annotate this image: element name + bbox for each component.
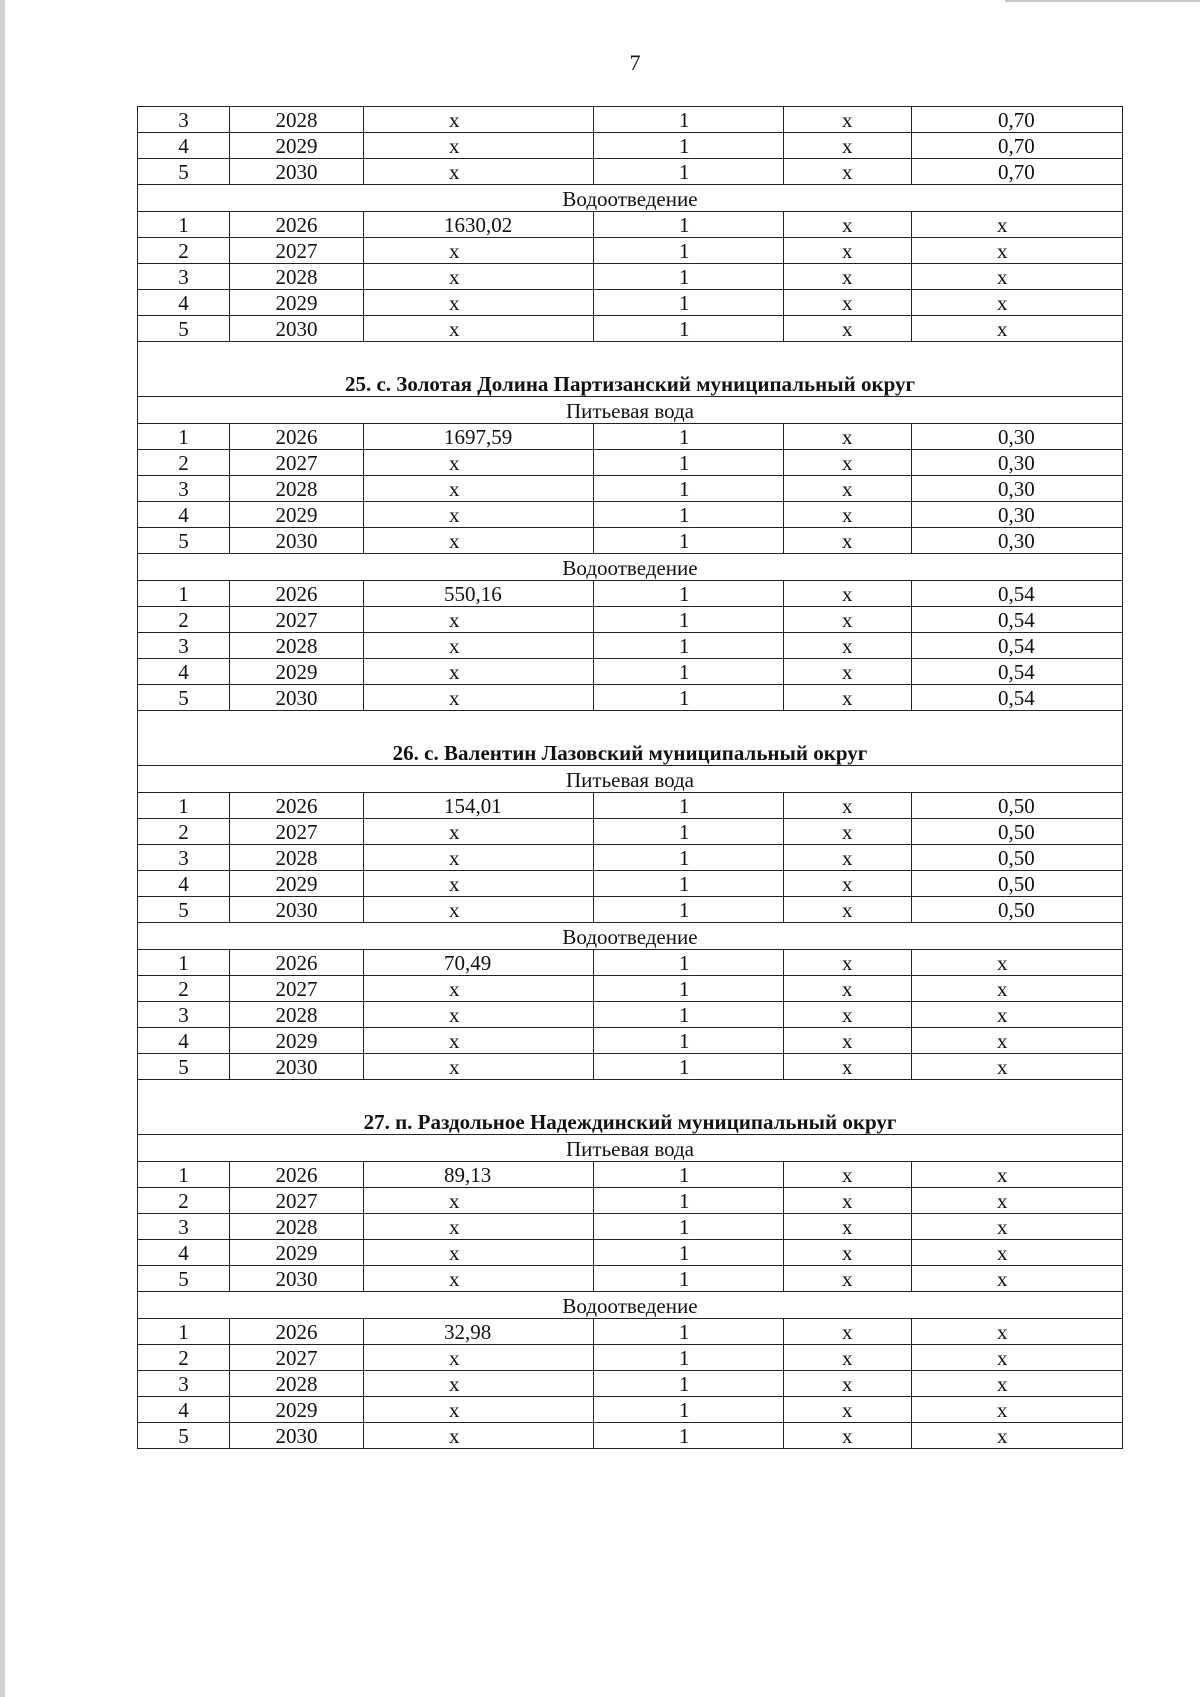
year-cell: 2026 bbox=[230, 793, 364, 819]
row-number-cell: 1 bbox=[138, 212, 230, 238]
x-cell: x bbox=[784, 1054, 912, 1080]
x-cell: x bbox=[784, 1162, 912, 1188]
index-cell: 1 bbox=[594, 1345, 784, 1371]
coefficient-cell: 0,54 bbox=[912, 633, 1123, 659]
table-row bbox=[138, 133, 1123, 159]
table-row bbox=[138, 1002, 1123, 1028]
index-cell: 1 bbox=[594, 793, 784, 819]
table-row bbox=[138, 845, 1123, 871]
row-number-cell: 5 bbox=[138, 528, 230, 554]
coefficient-cell: 0,50 bbox=[912, 845, 1123, 871]
index-cell: 1 bbox=[594, 476, 784, 502]
row-number-cell: 3 bbox=[138, 264, 230, 290]
coefficient-cell: 0,54 bbox=[912, 581, 1123, 607]
x-cell: x bbox=[784, 1319, 912, 1345]
x-cell: x bbox=[784, 1240, 912, 1266]
base-value-cell: x bbox=[364, 502, 594, 528]
x-cell: x bbox=[784, 159, 912, 185]
row-number-cell: 2 bbox=[138, 819, 230, 845]
row-number-cell: 3 bbox=[138, 476, 230, 502]
section-header-row bbox=[138, 766, 1123, 793]
index-cell: 1 bbox=[594, 1266, 784, 1292]
table-row bbox=[138, 1214, 1123, 1240]
table-row bbox=[138, 581, 1123, 607]
x-cell: x bbox=[784, 950, 912, 976]
row-number-cell: 1 bbox=[138, 1319, 230, 1345]
index-cell: 1 bbox=[594, 264, 784, 290]
table-row bbox=[138, 685, 1123, 711]
year-cell: 2028 bbox=[230, 1002, 364, 1028]
index-cell: 1 bbox=[594, 1002, 784, 1028]
year-cell: 2027 bbox=[230, 976, 364, 1002]
index-cell: 1 bbox=[594, 1188, 784, 1214]
base-value-cell: x bbox=[364, 316, 594, 342]
row-number-cell: 2 bbox=[138, 450, 230, 476]
index-cell: 1 bbox=[594, 845, 784, 871]
index-cell: 1 bbox=[594, 1214, 784, 1240]
year-cell: 2029 bbox=[230, 290, 364, 316]
base-value-cell: x bbox=[364, 633, 594, 659]
table-row bbox=[138, 1240, 1123, 1266]
row-number-cell: 3 bbox=[138, 1214, 230, 1240]
table-row bbox=[138, 476, 1123, 502]
coefficient-cell: x bbox=[912, 976, 1123, 1002]
tariff-table bbox=[137, 106, 1123, 1449]
row-number-cell: 3 bbox=[138, 845, 230, 871]
coefficient-cell: x bbox=[912, 1423, 1123, 1449]
row-number-cell: 1 bbox=[138, 1162, 230, 1188]
x-cell: x bbox=[784, 316, 912, 342]
coefficient-cell: x bbox=[912, 1214, 1123, 1240]
year-cell: 2027 bbox=[230, 238, 364, 264]
base-value-cell: x bbox=[364, 659, 594, 685]
coefficient-cell: x bbox=[912, 238, 1123, 264]
base-value-cell: x bbox=[364, 1423, 594, 1449]
x-cell: x bbox=[784, 581, 912, 607]
row-number-cell: 3 bbox=[138, 107, 230, 133]
base-value-cell: x bbox=[364, 871, 594, 897]
table-row bbox=[138, 290, 1123, 316]
base-value-cell: x bbox=[364, 264, 594, 290]
index-cell: 1 bbox=[594, 871, 784, 897]
base-value-cell: x bbox=[364, 1002, 594, 1028]
coefficient-cell: x bbox=[912, 316, 1123, 342]
index-cell: 1 bbox=[594, 1028, 784, 1054]
x-cell: x bbox=[784, 528, 912, 554]
coefficient-cell: 0,30 bbox=[912, 528, 1123, 554]
x-cell: x bbox=[784, 502, 912, 528]
row-number-cell: 5 bbox=[138, 685, 230, 711]
base-value-cell: x bbox=[364, 450, 594, 476]
coefficient-cell: 0,70 bbox=[912, 107, 1123, 133]
base-value-cell: x bbox=[364, 1397, 594, 1423]
coefficient-cell: x bbox=[912, 1240, 1123, 1266]
block-title: 25. с. Золотая Долина Партизанский муниципальный округ bbox=[138, 342, 1123, 397]
year-cell: 2027 bbox=[230, 450, 364, 476]
base-value-cell: 70,49 bbox=[364, 950, 594, 976]
row-number-cell: 3 bbox=[138, 1002, 230, 1028]
table-row bbox=[138, 238, 1123, 264]
row-number-cell: 1 bbox=[138, 793, 230, 819]
year-cell: 2030 bbox=[230, 1423, 364, 1449]
index-cell: 1 bbox=[594, 133, 784, 159]
index-cell: 1 bbox=[594, 897, 784, 923]
x-cell: x bbox=[784, 685, 912, 711]
section-label: Водоотведение bbox=[138, 923, 1123, 950]
table-row bbox=[138, 1319, 1123, 1345]
index-cell: 1 bbox=[594, 212, 784, 238]
index-cell: 1 bbox=[594, 159, 784, 185]
coefficient-cell: 0,70 bbox=[912, 159, 1123, 185]
index-cell: 1 bbox=[594, 528, 784, 554]
base-value-cell: x bbox=[364, 476, 594, 502]
index-cell: 1 bbox=[594, 581, 784, 607]
year-cell: 2027 bbox=[230, 1188, 364, 1214]
index-cell: 1 bbox=[594, 819, 784, 845]
base-value-cell: x bbox=[364, 1188, 594, 1214]
coefficient-cell: x bbox=[912, 1319, 1123, 1345]
year-cell: 2030 bbox=[230, 1266, 364, 1292]
year-cell: 2026 bbox=[230, 1162, 364, 1188]
index-cell: 1 bbox=[594, 1054, 784, 1080]
x-cell: x bbox=[784, 476, 912, 502]
index-cell: 1 bbox=[594, 450, 784, 476]
row-number-cell: 2 bbox=[138, 607, 230, 633]
year-cell: 2027 bbox=[230, 1345, 364, 1371]
year-cell: 2030 bbox=[230, 159, 364, 185]
row-number-cell: 1 bbox=[138, 581, 230, 607]
index-cell: 1 bbox=[594, 424, 784, 450]
base-value-cell: x bbox=[364, 1054, 594, 1080]
coefficient-cell: 0,30 bbox=[912, 502, 1123, 528]
index-cell: 1 bbox=[594, 107, 784, 133]
row-number-cell: 5 bbox=[138, 316, 230, 342]
base-value-cell: 89,13 bbox=[364, 1162, 594, 1188]
index-cell: 1 bbox=[594, 502, 784, 528]
index-cell: 1 bbox=[594, 290, 784, 316]
year-cell: 2026 bbox=[230, 950, 364, 976]
base-value-cell: x bbox=[364, 976, 594, 1002]
row-number-cell: 5 bbox=[138, 1423, 230, 1449]
section-label: Водоотведение bbox=[138, 554, 1123, 581]
table-row bbox=[138, 1054, 1123, 1080]
index-cell: 1 bbox=[594, 685, 784, 711]
table-row bbox=[138, 1266, 1123, 1292]
x-cell: x bbox=[784, 1397, 912, 1423]
base-value-cell: x bbox=[364, 685, 594, 711]
x-cell: x bbox=[784, 450, 912, 476]
x-cell: x bbox=[784, 871, 912, 897]
base-value-cell: x bbox=[364, 290, 594, 316]
row-number-cell: 4 bbox=[138, 659, 230, 685]
scan-left-edge bbox=[0, 0, 5, 1697]
table-row bbox=[138, 633, 1123, 659]
row-number-cell: 5 bbox=[138, 1266, 230, 1292]
section-label: Водоотведение bbox=[138, 185, 1123, 212]
coefficient-cell: 0,30 bbox=[912, 424, 1123, 450]
base-value-cell: x bbox=[364, 897, 594, 923]
base-value-cell: x bbox=[364, 1240, 594, 1266]
index-cell: 1 bbox=[594, 950, 784, 976]
index-cell: 1 bbox=[594, 1240, 784, 1266]
base-value-cell: x bbox=[364, 1214, 594, 1240]
base-value-cell: x bbox=[364, 845, 594, 871]
block-title: 26. с. Валентин Лазовский муниципальный округ bbox=[138, 711, 1123, 766]
row-number-cell: 3 bbox=[138, 1371, 230, 1397]
section-header-row bbox=[138, 1292, 1123, 1319]
table-row bbox=[138, 264, 1123, 290]
base-value-cell: 1630,02 bbox=[364, 212, 594, 238]
table-row bbox=[138, 659, 1123, 685]
x-cell: x bbox=[784, 1345, 912, 1371]
row-number-cell: 2 bbox=[138, 1188, 230, 1214]
table-row bbox=[138, 1345, 1123, 1371]
base-value-cell: x bbox=[364, 133, 594, 159]
year-cell: 2029 bbox=[230, 871, 364, 897]
x-cell: x bbox=[784, 793, 912, 819]
table-row bbox=[138, 607, 1123, 633]
year-cell: 2030 bbox=[230, 1054, 364, 1080]
index-cell: 1 bbox=[594, 238, 784, 264]
base-value-cell: 1697,59 bbox=[364, 424, 594, 450]
index-cell: 1 bbox=[594, 1423, 784, 1449]
section-header-row bbox=[138, 1135, 1123, 1162]
base-value-cell: x bbox=[364, 607, 594, 633]
coefficient-cell: x bbox=[912, 1002, 1123, 1028]
x-cell: x bbox=[784, 819, 912, 845]
coefficient-cell: 0,50 bbox=[912, 897, 1123, 923]
coefficient-cell: 0,50 bbox=[912, 871, 1123, 897]
section-header-row bbox=[138, 923, 1123, 950]
index-cell: 1 bbox=[594, 1319, 784, 1345]
coefficient-cell: x bbox=[912, 950, 1123, 976]
table-row bbox=[138, 897, 1123, 923]
table-row bbox=[138, 1423, 1123, 1449]
x-cell: x bbox=[784, 845, 912, 871]
x-cell: x bbox=[784, 1214, 912, 1240]
coefficient-cell: 0,54 bbox=[912, 659, 1123, 685]
row-number-cell: 5 bbox=[138, 1054, 230, 1080]
section-header-row bbox=[138, 185, 1123, 212]
x-cell: x bbox=[784, 290, 912, 316]
row-number-cell: 2 bbox=[138, 1345, 230, 1371]
base-value-cell: 550,16 bbox=[364, 581, 594, 607]
table-row bbox=[138, 107, 1123, 133]
year-cell: 2030 bbox=[230, 685, 364, 711]
row-number-cell: 1 bbox=[138, 424, 230, 450]
year-cell: 2030 bbox=[230, 897, 364, 923]
row-number-cell: 4 bbox=[138, 133, 230, 159]
block-title: 27. п. Раздольное Надеждинский муниципальный округ bbox=[138, 1080, 1123, 1135]
x-cell: x bbox=[784, 1266, 912, 1292]
row-number-cell: 3 bbox=[138, 633, 230, 659]
row-number-cell: 2 bbox=[138, 976, 230, 1002]
table-row bbox=[138, 793, 1123, 819]
table-body bbox=[138, 107, 1123, 1449]
coefficient-cell: 0,54 bbox=[912, 607, 1123, 633]
table-row bbox=[138, 1397, 1123, 1423]
base-value-cell: x bbox=[364, 819, 594, 845]
base-value-cell: x bbox=[364, 238, 594, 264]
coefficient-cell: 0,30 bbox=[912, 476, 1123, 502]
index-cell: 1 bbox=[594, 316, 784, 342]
section-label: Питьевая вода bbox=[138, 766, 1123, 793]
base-value-cell: 32,98 bbox=[364, 1319, 594, 1345]
index-cell: 1 bbox=[594, 659, 784, 685]
coefficient-cell: x bbox=[912, 1371, 1123, 1397]
year-cell: 2026 bbox=[230, 1319, 364, 1345]
year-cell: 2028 bbox=[230, 1214, 364, 1240]
row-number-cell: 4 bbox=[138, 871, 230, 897]
year-cell: 2029 bbox=[230, 1028, 364, 1054]
year-cell: 2028 bbox=[230, 264, 364, 290]
year-cell: 2029 bbox=[230, 659, 364, 685]
x-cell: x bbox=[784, 1371, 912, 1397]
table-row bbox=[138, 316, 1123, 342]
coefficient-cell: x bbox=[912, 1397, 1123, 1423]
coefficient-cell: 0,50 bbox=[912, 819, 1123, 845]
block-title-row bbox=[138, 711, 1123, 766]
year-cell: 2030 bbox=[230, 316, 364, 342]
table-row bbox=[138, 1371, 1123, 1397]
x-cell: x bbox=[784, 976, 912, 1002]
year-cell: 2026 bbox=[230, 581, 364, 607]
x-cell: x bbox=[784, 107, 912, 133]
year-cell: 2027 bbox=[230, 607, 364, 633]
table-row bbox=[138, 159, 1123, 185]
row-number-cell: 2 bbox=[138, 238, 230, 264]
coefficient-cell: x bbox=[912, 1054, 1123, 1080]
base-value-cell: x bbox=[364, 159, 594, 185]
year-cell: 2026 bbox=[230, 212, 364, 238]
table-row bbox=[138, 424, 1123, 450]
coefficient-cell: x bbox=[912, 1188, 1123, 1214]
year-cell: 2028 bbox=[230, 845, 364, 871]
coefficient-cell: x bbox=[912, 212, 1123, 238]
x-cell: x bbox=[784, 659, 912, 685]
coefficient-cell: x bbox=[912, 1345, 1123, 1371]
year-cell: 2026 bbox=[230, 424, 364, 450]
base-value-cell: x bbox=[364, 1266, 594, 1292]
scan-top-edge bbox=[1005, 0, 1200, 2]
x-cell: x bbox=[784, 424, 912, 450]
base-value-cell: x bbox=[364, 528, 594, 554]
year-cell: 2028 bbox=[230, 1371, 364, 1397]
x-cell: x bbox=[784, 1188, 912, 1214]
table-row bbox=[138, 819, 1123, 845]
x-cell: x bbox=[784, 607, 912, 633]
index-cell: 1 bbox=[594, 1162, 784, 1188]
table-row bbox=[138, 950, 1123, 976]
x-cell: x bbox=[784, 897, 912, 923]
x-cell: x bbox=[784, 212, 912, 238]
block-title-row bbox=[138, 342, 1123, 397]
year-cell: 2029 bbox=[230, 1397, 364, 1423]
table-row bbox=[138, 528, 1123, 554]
x-cell: x bbox=[784, 1002, 912, 1028]
year-cell: 2029 bbox=[230, 133, 364, 159]
coefficient-cell: x bbox=[912, 1028, 1123, 1054]
x-cell: x bbox=[784, 1423, 912, 1449]
row-number-cell: 5 bbox=[138, 897, 230, 923]
coefficient-cell: x bbox=[912, 1162, 1123, 1188]
row-number-cell: 4 bbox=[138, 290, 230, 316]
row-number-cell: 4 bbox=[138, 502, 230, 528]
coefficient-cell: 0,54 bbox=[912, 685, 1123, 711]
base-value-cell: x bbox=[364, 1028, 594, 1054]
base-value-cell: 154,01 bbox=[364, 793, 594, 819]
index-cell: 1 bbox=[594, 607, 784, 633]
index-cell: 1 bbox=[594, 1371, 784, 1397]
year-cell: 2030 bbox=[230, 528, 364, 554]
row-number-cell: 4 bbox=[138, 1397, 230, 1423]
coefficient-cell: 0,70 bbox=[912, 133, 1123, 159]
coefficient-cell: 0,50 bbox=[912, 793, 1123, 819]
section-label: Питьевая вода bbox=[138, 1135, 1123, 1162]
section-label: Водоотведение bbox=[138, 1292, 1123, 1319]
year-cell: 2028 bbox=[230, 633, 364, 659]
row-number-cell: 1 bbox=[138, 950, 230, 976]
table-row bbox=[138, 502, 1123, 528]
table-row bbox=[138, 1188, 1123, 1214]
table-row bbox=[138, 450, 1123, 476]
section-label: Питьевая вода bbox=[138, 397, 1123, 424]
table-row bbox=[138, 1162, 1123, 1188]
coefficient-cell: x bbox=[912, 264, 1123, 290]
year-cell: 2029 bbox=[230, 1240, 364, 1266]
x-cell: x bbox=[784, 264, 912, 290]
year-cell: 2029 bbox=[230, 502, 364, 528]
year-cell: 2028 bbox=[230, 476, 364, 502]
x-cell: x bbox=[784, 1028, 912, 1054]
table-row bbox=[138, 976, 1123, 1002]
x-cell: x bbox=[784, 133, 912, 159]
coefficient-cell: x bbox=[912, 290, 1123, 316]
base-value-cell: x bbox=[364, 1371, 594, 1397]
table-row bbox=[138, 871, 1123, 897]
x-cell: x bbox=[784, 633, 912, 659]
year-cell: 2027 bbox=[230, 819, 364, 845]
index-cell: 1 bbox=[594, 976, 784, 1002]
row-number-cell: 5 bbox=[138, 159, 230, 185]
section-header-row bbox=[138, 554, 1123, 581]
block-title-row bbox=[138, 1080, 1123, 1135]
table-row bbox=[138, 212, 1123, 238]
index-cell: 1 bbox=[594, 1397, 784, 1423]
table-row bbox=[138, 1028, 1123, 1054]
coefficient-cell: 0,30 bbox=[912, 450, 1123, 476]
page-number: 7 bbox=[629, 50, 641, 75]
x-cell: x bbox=[784, 238, 912, 264]
coefficient-cell: x bbox=[912, 1266, 1123, 1292]
base-value-cell: x bbox=[364, 107, 594, 133]
row-number-cell: 4 bbox=[138, 1028, 230, 1054]
index-cell: 1 bbox=[594, 633, 784, 659]
base-value-cell: x bbox=[364, 1345, 594, 1371]
section-header-row bbox=[138, 397, 1123, 424]
row-number-cell: 4 bbox=[138, 1240, 230, 1266]
year-cell: 2028 bbox=[230, 107, 364, 133]
